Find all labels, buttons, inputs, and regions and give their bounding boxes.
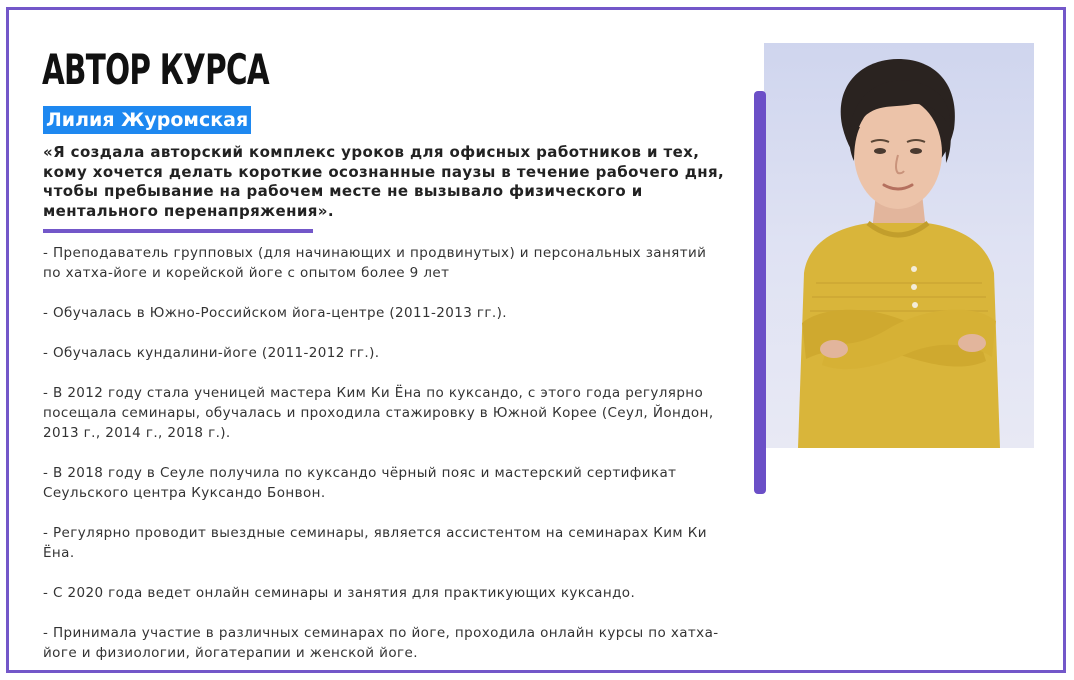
bio-item: - Обучалась кундалини-йоге (2011-2012 гг.).: [43, 345, 380, 361]
bio-list: [43, 243, 723, 673]
author-photo: [764, 43, 1034, 448]
author-name-highlight: Лилия Журомская: [43, 106, 251, 134]
bio-item: - Преподаватель групповых (для начинающих и продвинутых) и персональных занятий по хатха-йоге и корейской йоге с опытом более 9 лет: [43, 245, 707, 281]
bio-item: - Обучалась в Южно-Российском йога-центре (2011-2013 гг.).: [43, 305, 507, 321]
quote-underline: [43, 229, 313, 233]
bio-item: - В 2012 году стала ученицей мастера Ким Ки Ёна по куксандо, с этого года регулярно посещала семинары, обучалась и проходила стажировку в Южной Корее (Сеул, Йондон, 2013 г., 2014 г., 2018 г.).: [43, 385, 714, 441]
author-card: [6, 7, 1066, 673]
bio-item: - В 2018 году в Сеуле получила по куксандо чёрный пояс и мастерский сертификат Сеульского центра Куксандо Бонвон.: [43, 465, 677, 501]
section-title: АВТОР КУРСА: [42, 45, 269, 94]
author-portrait-illustration: [764, 43, 1034, 448]
bio-item: - Регулярно проводит выездные семинары, является ассистентом на семинарах Ким Ки Ёна.: [43, 525, 707, 561]
bio-item: - С 2020 года ведет онлайн семинары и занятия для практикующих куксандо.: [43, 585, 636, 601]
accent-bar: [754, 91, 766, 494]
bio-item: - Принимала участие в различных семинарах по йоге, проходила онлайн курсы по хатха-йоге и физиологии, йогатерапии и женской йоге.: [43, 625, 719, 661]
author-quote: «Я создала авторский комплекс уроков для офисных работников и тех, кому хочется делать короткие осознанные паузы в течение рабочего дня, чтобы пребывание на рабочем месте не вызывало физического и ментального перенапряжения».: [43, 143, 725, 220]
